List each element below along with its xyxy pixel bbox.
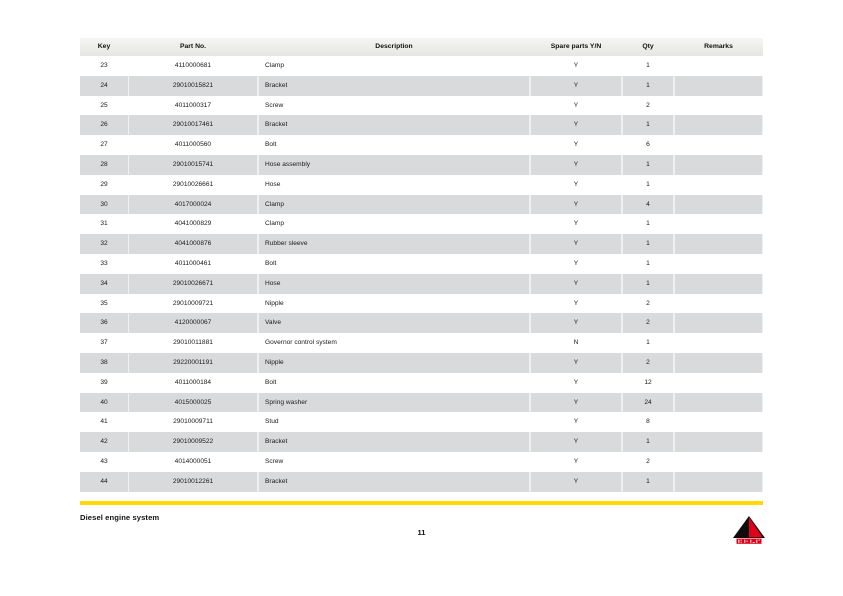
cell-remarks	[674, 115, 763, 135]
table-header	[80, 38, 763, 56]
cell-qty: 1	[622, 472, 674, 492]
cell-spare-parts: Y	[530, 353, 622, 373]
cell-spare-parts: Y	[530, 393, 622, 413]
footer-accent-rule	[80, 501, 763, 505]
cell-remarks	[674, 353, 763, 373]
cell-part-no: 4014000051	[128, 452, 258, 472]
cell-part-no: 29010017461	[128, 115, 258, 135]
cell-spare-parts: Y	[530, 115, 622, 135]
cell-key: 28	[80, 155, 128, 175]
cell-spare-parts: Y	[530, 274, 622, 294]
cell-part-no: 29010012261	[128, 472, 258, 492]
table-row	[80, 472, 763, 492]
cell-qty: 1	[622, 214, 674, 234]
column-header-qty: Qty	[622, 38, 674, 56]
cell-qty: 1	[622, 76, 674, 96]
cell-qty: 1	[622, 254, 674, 274]
cell-spare-parts: Y	[530, 175, 622, 195]
cell-key: 31	[80, 214, 128, 234]
cell-part-no: 29010009721	[128, 294, 258, 314]
cell-key: 39	[80, 373, 128, 393]
cell-part-no: 29010026661	[128, 175, 258, 195]
cell-key: 23	[80, 56, 128, 76]
cell-key: 30	[80, 195, 128, 215]
cell-description: Bracket	[258, 115, 530, 135]
cell-key: 24	[80, 76, 128, 96]
cell-remarks	[674, 294, 763, 314]
cell-remarks	[674, 313, 763, 333]
table-row	[80, 294, 763, 314]
cell-key: 33	[80, 254, 128, 274]
table-row	[80, 254, 763, 274]
cell-qty: 1	[622, 432, 674, 452]
table-row	[80, 135, 763, 155]
cell-remarks	[674, 373, 763, 393]
cell-description: Hose assembly	[258, 155, 530, 175]
cell-spare-parts: Y	[530, 96, 622, 116]
cell-spare-parts: Y	[530, 155, 622, 175]
cell-qty: 2	[622, 353, 674, 373]
cell-remarks	[674, 76, 763, 96]
cell-qty: 2	[622, 294, 674, 314]
table-row	[80, 432, 763, 452]
table-row	[80, 333, 763, 353]
cell-key: 40	[80, 393, 128, 413]
table-row	[80, 195, 763, 215]
column-header-part-no: Part No.	[128, 38, 258, 56]
cell-key: 29	[80, 175, 128, 195]
cell-spare-parts: Y	[530, 76, 622, 96]
cell-part-no: 4015000025	[128, 393, 258, 413]
cell-qty: 6	[622, 135, 674, 155]
cell-part-no: 29010011881	[128, 333, 258, 353]
cell-key: 26	[80, 115, 128, 135]
cell-qty: 8	[622, 412, 674, 432]
cell-spare-parts: Y	[530, 135, 622, 155]
cell-description: Bolt	[258, 373, 530, 393]
cell-part-no: 4041000876	[128, 234, 258, 254]
table-row	[80, 373, 763, 393]
cell-key: 32	[80, 234, 128, 254]
cell-spare-parts: Y	[530, 214, 622, 234]
cell-spare-parts: Y	[530, 313, 622, 333]
footer-section-title: Diesel engine system	[80, 513, 160, 522]
cell-qty: 1	[622, 234, 674, 254]
cell-description: Governor control system	[258, 333, 530, 353]
table-row	[80, 115, 763, 135]
cell-remarks	[674, 452, 763, 472]
column-header-key: Key	[80, 38, 128, 56]
cell-part-no: 4011000184	[128, 373, 258, 393]
cell-spare-parts: Y	[530, 452, 622, 472]
cell-part-no: 29220001191	[128, 353, 258, 373]
cell-part-no: 4110000681	[128, 56, 258, 76]
table-row	[80, 234, 763, 254]
cell-description: Valve	[258, 313, 530, 333]
cell-description: Hose	[258, 274, 530, 294]
cell-qty: 1	[622, 115, 674, 135]
cell-description: Nipple	[258, 294, 530, 314]
cell-spare-parts: Y	[530, 195, 622, 215]
cell-description: Spring washer	[258, 393, 530, 413]
cell-key: 34	[80, 274, 128, 294]
cell-key: 37	[80, 333, 128, 353]
cell-qty: 1	[622, 175, 674, 195]
cell-qty: 1	[622, 274, 674, 294]
cell-description: Screw	[258, 452, 530, 472]
table-row	[80, 76, 763, 96]
cell-key: 44	[80, 472, 128, 492]
cell-description: Bracket	[258, 432, 530, 452]
table-row	[80, 313, 763, 333]
cell-remarks	[674, 96, 763, 116]
cell-description: Clamp	[258, 56, 530, 76]
cell-spare-parts: Y	[530, 234, 622, 254]
cell-part-no: 29010009711	[128, 412, 258, 432]
cell-spare-parts: Y	[530, 472, 622, 492]
cell-spare-parts: Y	[530, 412, 622, 432]
cell-part-no: 29010015821	[128, 76, 258, 96]
table-header-row	[80, 38, 763, 56]
cell-description: Clamp	[258, 195, 530, 215]
cell-part-no: 4011000560	[128, 135, 258, 155]
cell-key: 38	[80, 353, 128, 373]
cell-part-no: 4120000067	[128, 313, 258, 333]
cell-qty: 1	[622, 155, 674, 175]
cell-description: Nipple	[258, 353, 530, 373]
column-header-description: Description	[258, 38, 530, 56]
cell-qty: 2	[622, 96, 674, 116]
cell-key: 43	[80, 452, 128, 472]
cell-remarks	[674, 234, 763, 254]
cell-description: Bracket	[258, 76, 530, 96]
cell-part-no: 4017000024	[128, 195, 258, 215]
sdlg-mountain-logo	[729, 514, 769, 546]
cell-qty: 1	[622, 333, 674, 353]
cell-spare-parts: Y	[530, 373, 622, 393]
cell-spare-parts: Y	[530, 254, 622, 274]
cell-remarks	[674, 274, 763, 294]
cell-spare-parts: Y	[530, 294, 622, 314]
cell-remarks	[674, 195, 763, 215]
cell-remarks	[674, 472, 763, 492]
cell-key: 36	[80, 313, 128, 333]
page-number: 11	[417, 528, 426, 537]
cell-qty: 12	[622, 373, 674, 393]
cell-key: 41	[80, 412, 128, 432]
cell-remarks	[674, 412, 763, 432]
cell-description: Stud	[258, 412, 530, 432]
column-header-remarks: Remarks	[674, 38, 763, 56]
cell-remarks	[674, 333, 763, 353]
cell-remarks	[674, 393, 763, 413]
cell-description: Bolt	[258, 254, 530, 274]
column-header-spare-parts: Spare parts Y/N	[530, 38, 622, 56]
cell-part-no: 29010015741	[128, 155, 258, 175]
cell-qty: 24	[622, 393, 674, 413]
cell-key: 27	[80, 135, 128, 155]
table-row	[80, 274, 763, 294]
parts-table-container	[80, 38, 763, 492]
cell-key: 42	[80, 432, 128, 452]
table-row	[80, 214, 763, 234]
cell-part-no: 4011000461	[128, 254, 258, 274]
table-row	[80, 412, 763, 432]
parts-table	[80, 38, 763, 492]
cell-remarks	[674, 254, 763, 274]
cell-qty: 2	[622, 313, 674, 333]
cell-description: Screw	[258, 96, 530, 116]
cell-description: Bracket	[258, 472, 530, 492]
cell-remarks	[674, 214, 763, 234]
cell-description: Rubber sleeve	[258, 234, 530, 254]
table-row	[80, 56, 763, 76]
cell-spare-parts: N	[530, 333, 622, 353]
cell-qty: 2	[622, 452, 674, 472]
table-row	[80, 452, 763, 472]
cell-part-no: 4041000829	[128, 214, 258, 234]
cell-qty: 1	[622, 56, 674, 76]
cell-remarks	[674, 155, 763, 175]
cell-part-no: 29010026671	[128, 274, 258, 294]
table-row	[80, 175, 763, 195]
cell-description: Hose	[258, 175, 530, 195]
cell-qty: 4	[622, 195, 674, 215]
table-row	[80, 393, 763, 413]
table-body	[80, 56, 763, 492]
cell-remarks	[674, 135, 763, 155]
table-row	[80, 96, 763, 116]
cell-key: 25	[80, 96, 128, 116]
cell-spare-parts: Y	[530, 56, 622, 76]
cell-spare-parts: Y	[530, 432, 622, 452]
cell-key: 35	[80, 294, 128, 314]
cell-part-no: 29010009522	[128, 432, 258, 452]
table-row	[80, 353, 763, 373]
cell-remarks	[674, 432, 763, 452]
cell-remarks	[674, 56, 763, 76]
cell-description: Bolt	[258, 135, 530, 155]
cell-part-no: 4011000317	[128, 96, 258, 116]
table-row	[80, 155, 763, 175]
cell-remarks	[674, 175, 763, 195]
cell-description: Clamp	[258, 214, 530, 234]
